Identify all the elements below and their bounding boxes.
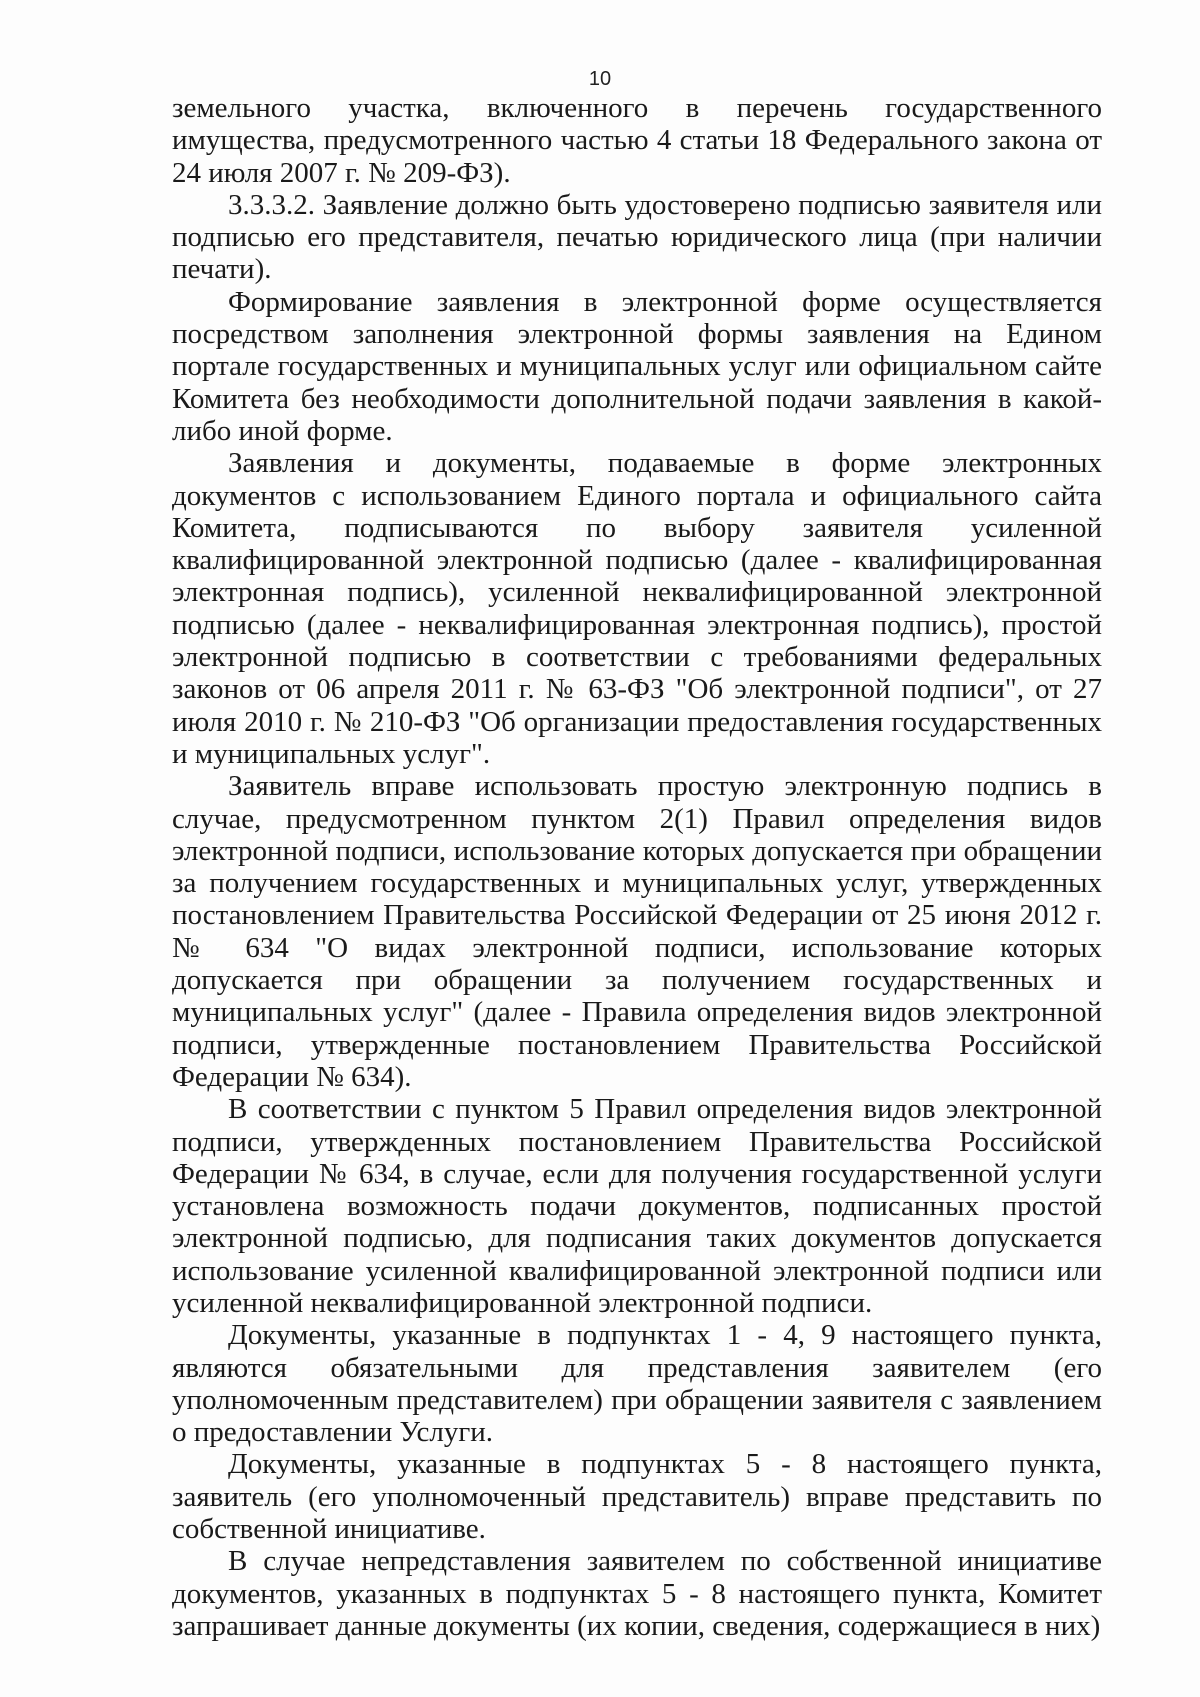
document-body (172, 92, 1102, 1642)
page-number: 10 (588, 68, 612, 90)
paragraph-rule-five: В соответствии с пунктом 5 Правил определения видов электронной подписи, утвержденных постановлением Правительства Российской Федерации № 634, в случае, если для получения государственной услуги установлена возможность подачи документов, подписанных простой электронной подписью, для подписания таких документов допускается использование усиленной квалифицированной электронной подписи или усиленной неквалифицированной электронной подписи. (172, 1093, 1102, 1319)
paragraph-mandatory-documents: Документы, указанные в подпунктах 1 - 4, 9 настоящего пункта, являются обязательными для представления заявителем (его уполномоченным представителем) при обращении заявителя с заявлением о предоставлении Услуги. (172, 1319, 1102, 1449)
paragraph-simple-signature: Заявитель вправе использовать простую электронную подпись в случае, предусмотренном пунктом 2(1) Правил определения видов электронной подписи, использование которых допускается при обращении за получением государственных и муниципальных услуг, утвержденных постановлением Правительства Российской Федерации от 25 июня 2012 г. № 634 "О видах электронной подписи, использование которых допускается при обращении за получением государственных и муниципальных услуг" (далее - Правила определения видов электронной подписи, утвержденные постановлением Правительства Российской Федерации № 634). (172, 770, 1102, 1093)
paragraph-electronic-signatures: Заявления и документы, подаваемые в форме электронных документов с использованием Единого портала и официального сайта Комитета, подписываются по выбору заявителя усиленной квалифицированной электронной подписью (далее - квалифицированная электронная подпись), усиленной неквалифицированной электронной подписью (далее - неквалифицированная электронная подпись), простой электронной подписью в соответствии с требованиями федеральных законов от 06 апреля 2011 г. № 63-ФЗ "Об электронной подписи", от 27 июля 2010 г. № 210-ФЗ "Об организации предоставления государственных и муниципальных услуг". (172, 447, 1102, 770)
paragraph-signature-requirement: 3.3.3.2. Заявление должно быть удостоверено подписью заявителя или подписью его представителя, печатью юридического лица (при наличии печати). (172, 188, 1102, 286)
paragraph-electronic-form: Формирование заявления в электронной форме осуществляется посредством заполнения электронной формы заявления на Едином портале государственных и муниципальных услуг или официальном сайте Комитета без необходимости дополнительной подачи заявления в какой-либо иной форме. (172, 285, 1102, 447)
paragraph-optional-documents: Документы, указанные в подпунктах 5 - 8 настоящего пункта, заявитель (его уполномоченный представитель) вправе представить по собственной инициативе. (172, 1448, 1102, 1546)
paragraph-committee-request: В случае непредставления заявителем по собственной инициативе документов, указанных в подпунктах 5 - 8 настоящего пункта, Комитет запрашивает данные документы (их копии, сведения, содержащиеся в них) (172, 1545, 1102, 1642)
paragraph-continuation: земельного участка, включенного в перечень государственного имущества, предусмотренного частью 4 статьи 18 Федерального закона от 24 июля 2007 г. № 209-ФЗ). (172, 92, 1102, 189)
